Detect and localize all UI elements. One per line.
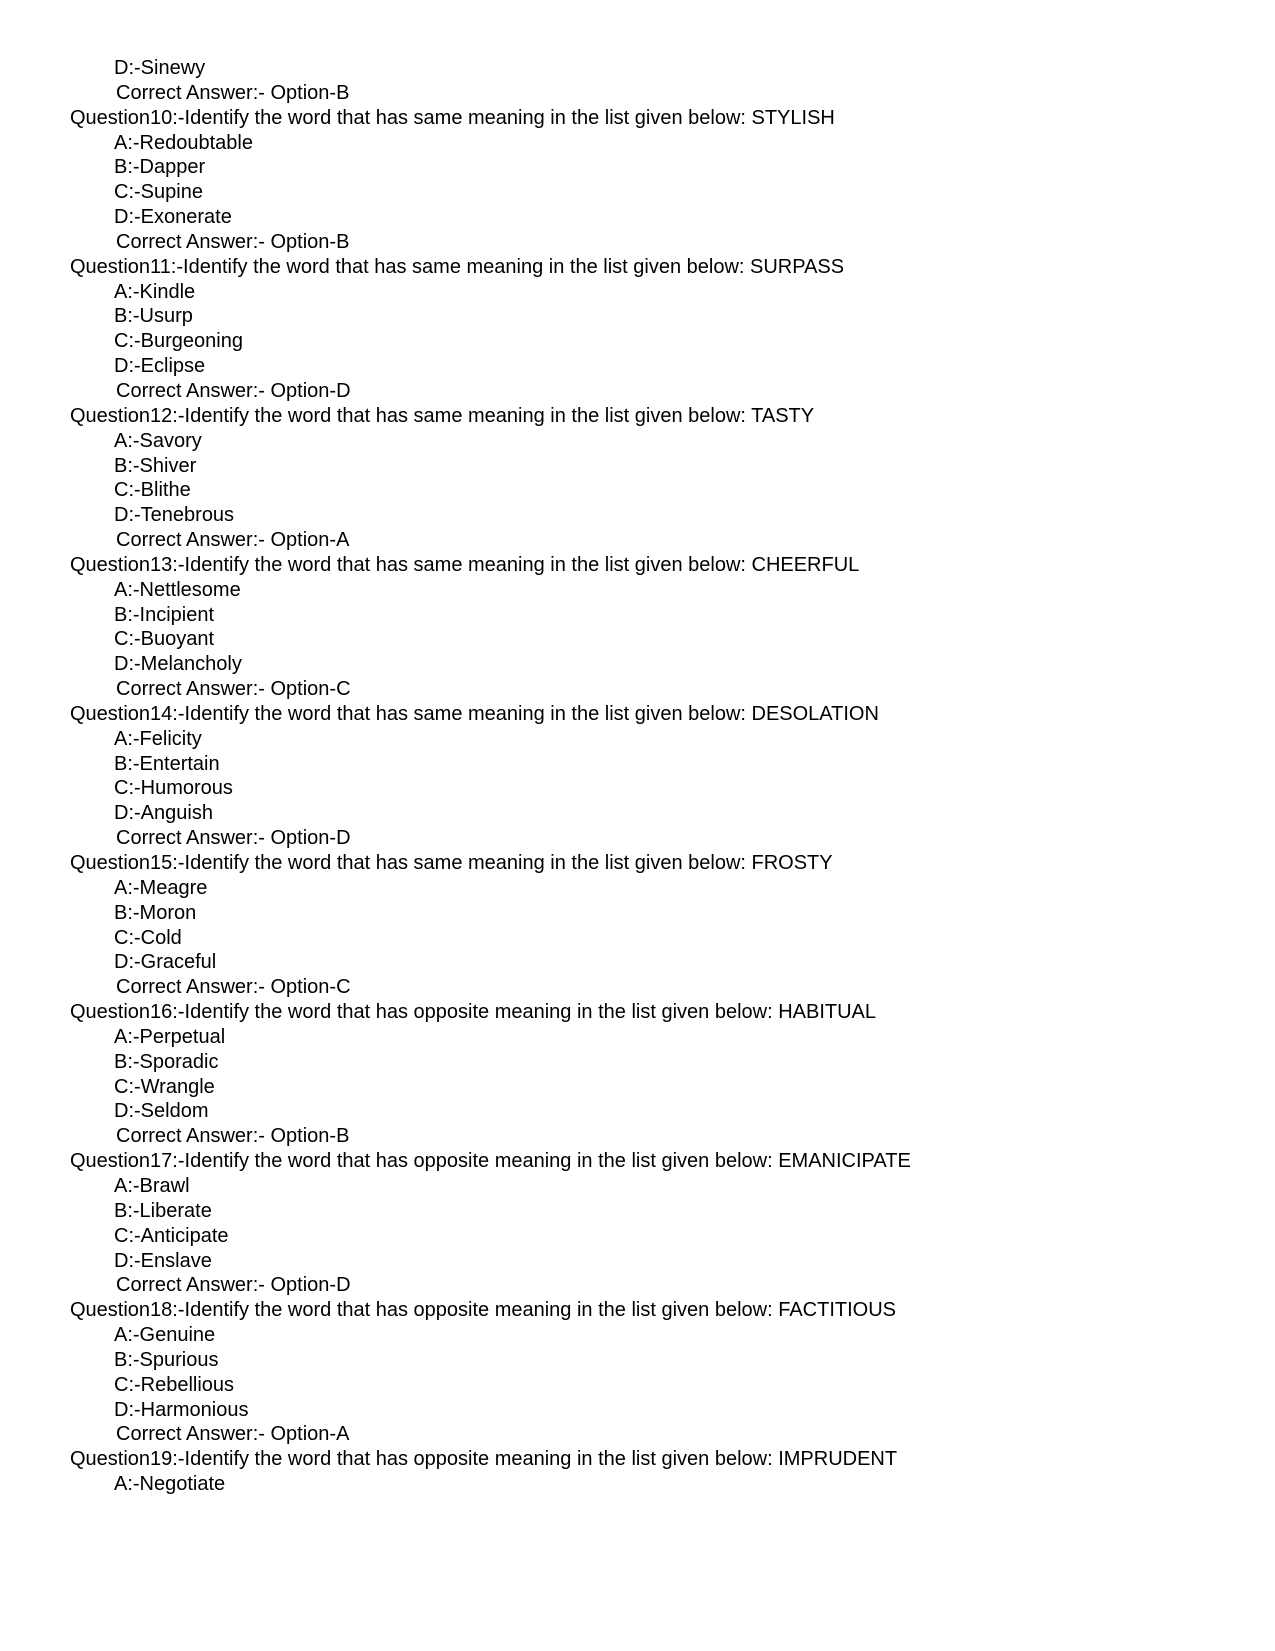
option-c: C:-Cold <box>114 926 182 949</box>
correct-answer: Correct Answer:- Option-D <box>116 379 351 402</box>
option-a: A:-Genuine <box>114 1324 216 1347</box>
option-b: B:-Shiver <box>114 454 197 477</box>
question-text: Question12:-Identify the word that has same meaning in the list given below: TASTY <box>70 404 815 427</box>
option-b: B:-Spurious <box>114 1348 219 1371</box>
option-c: C:-Rebellious <box>114 1373 235 1396</box>
question-text: Question18:-Identify the word that has opposite meaning in the list given below: FACTITIOUS <box>70 1299 896 1322</box>
option-a: A:-Redoubtable <box>114 131 253 154</box>
option-d: D:-Seldom <box>114 1100 209 1123</box>
option-d: D:-Harmonious <box>114 1398 249 1421</box>
option-d: D:-Sinewy <box>114 57 206 79</box>
question-text: Question19:-Identify the word that has opposite meaning in the list given below: IMPRUDENT <box>70 1448 898 1471</box>
option-d: D:-Graceful <box>114 951 217 974</box>
document-page <box>0 56 1275 1497</box>
option-c: C:-Wrangle <box>114 1075 215 1098</box>
option-d: D:-Anguish <box>114 802 213 825</box>
option-c: C:-Supine <box>114 181 203 204</box>
question-text: Question17:-Identify the word that has opposite meaning in the list given below: EMANICIPATE <box>70 1150 911 1173</box>
correct-answer: Correct Answer:- Option-A <box>116 529 350 552</box>
option-c: C:-Humorous <box>114 777 233 800</box>
question-text: Question10:-Identify the word that has same meaning in the list given below: STYLISH <box>70 106 835 129</box>
correct-answer: Correct Answer:- Option-D <box>116 827 351 850</box>
option-b: B:-Usurp <box>114 305 193 328</box>
option-a: A:-Felicity <box>114 727 202 750</box>
option-d: D:-Exonerate <box>114 206 232 229</box>
question-block-18 <box>0 1298 1275 1447</box>
question-text: Question16:-Identify the word that has opposite meaning in the list given below: HABITUAL <box>70 1001 877 1024</box>
option-c: C:-Burgeoning <box>114 330 243 353</box>
question-block-15 <box>0 851 1275 1000</box>
option-a: A:-Negotiate <box>114 1473 226 1496</box>
option-a: A:-Nettlesome <box>114 578 241 601</box>
question-block-14 <box>0 702 1275 851</box>
option-d: D:-Enslave <box>114 1249 212 1272</box>
option-c: C:-Buoyant <box>114 628 215 651</box>
question-text: Question13:-Identify the word that has same meaning in the list given below: CHEERFUL <box>70 553 860 576</box>
option-a: A:-Meagre <box>114 876 208 899</box>
correct-answer: Correct Answer:- Option-B <box>116 1125 350 1148</box>
question-block-12 <box>0 404 1275 553</box>
question-block-13 <box>0 553 1275 702</box>
option-b: B:-Entertain <box>114 752 220 775</box>
correct-answer: Correct Answer:- Option-B <box>116 230 350 253</box>
option-b: B:-Liberate <box>114 1199 212 1222</box>
option-a: A:-Brawl <box>114 1174 190 1197</box>
question-block-16 <box>0 1000 1275 1149</box>
correct-answer: Correct Answer:- Option-C <box>116 976 351 999</box>
question-block-19 <box>0 1447 1275 1497</box>
option-a: A:-Kindle <box>114 280 196 303</box>
option-a: A:-Perpetual <box>114 1025 226 1048</box>
question-block-continued <box>0 56 1275 106</box>
correct-answer: Correct Answer:- Option-B <box>116 81 350 104</box>
option-c: C:-Blithe <box>114 479 191 502</box>
option-d: D:-Eclipse <box>114 355 206 378</box>
question-text: Question15:-Identify the word that has same meaning in the list given below: FROSTY <box>70 852 833 874</box>
correct-answer: Correct Answer:- Option-A <box>116 1423 350 1446</box>
correct-answer: Correct Answer:- Option-D <box>116 1274 351 1297</box>
option-b: B:-Sporadic <box>114 1050 219 1073</box>
question-block-10 <box>0 106 1275 255</box>
question-text: Question11:-Identify the word that has same meaning in the list given below: SURPASS <box>70 255 845 278</box>
option-a: A:-Savory <box>114 429 202 452</box>
option-c: C:-Anticipate <box>114 1224 229 1247</box>
option-b: B:-Incipient <box>114 603 215 626</box>
question-text: Question14:-Identify the word that has same meaning in the list given below: DESOLATION <box>70 702 879 725</box>
correct-answer: Correct Answer:- Option-C <box>116 678 351 701</box>
option-d: D:-Melancholy <box>114 653 242 676</box>
question-block-17 <box>0 1149 1275 1298</box>
option-b: B:-Dapper <box>114 156 206 179</box>
question-block-11 <box>0 255 1275 404</box>
option-d: D:-Tenebrous <box>114 504 235 527</box>
option-b: B:-Moron <box>114 901 197 924</box>
